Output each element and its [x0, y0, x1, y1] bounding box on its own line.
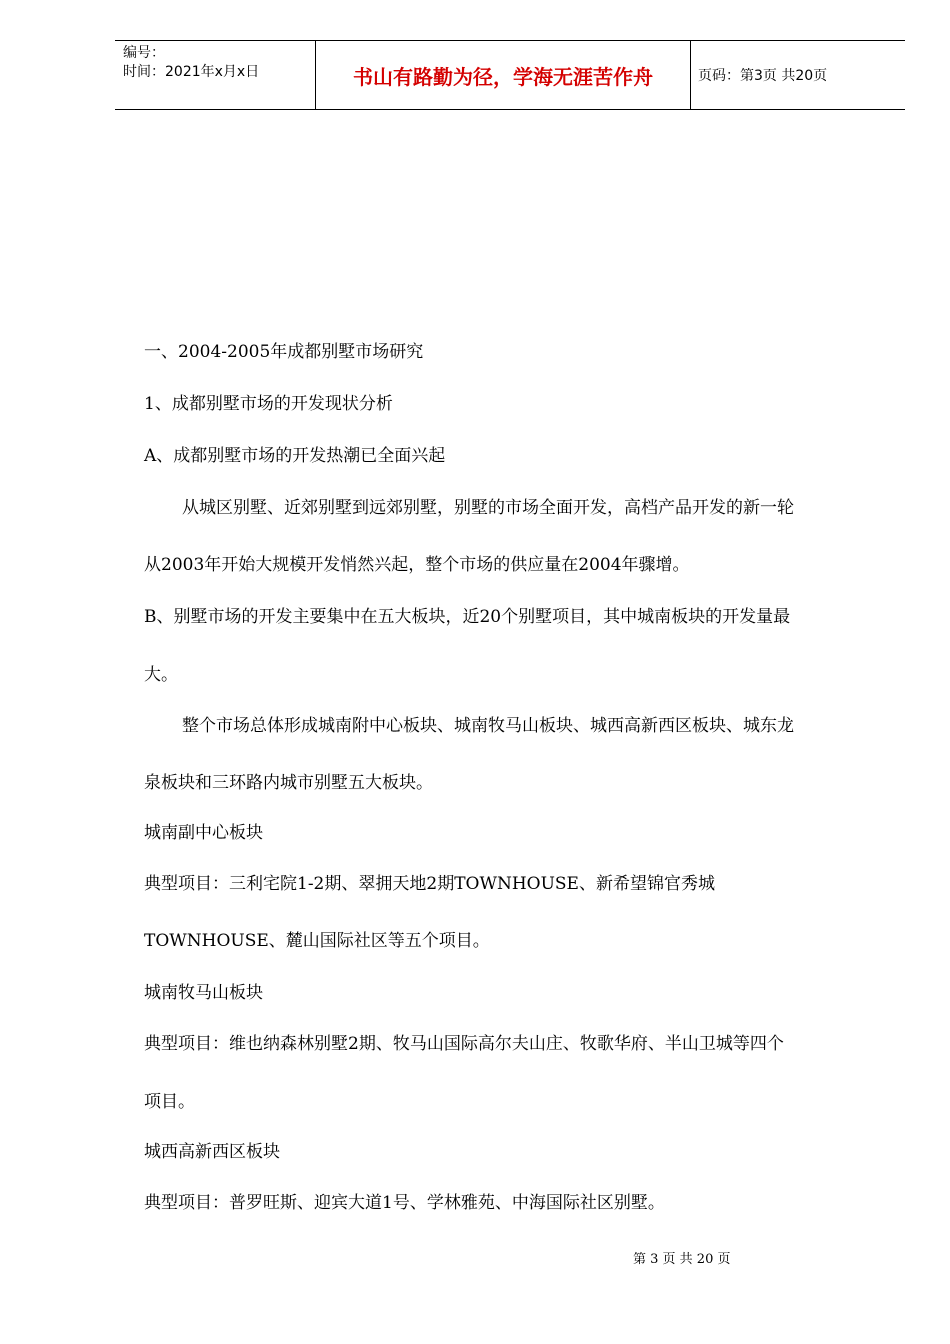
paragraph-2-line-2: 泉板块和三环路内城市别墅五大板块。	[144, 773, 433, 793]
header-meta-cell	[115, 41, 315, 109]
header-page-info: 页码：第3页 共20页	[698, 68, 828, 84]
block-1-title: 城南副中心板块	[144, 823, 263, 843]
point-b-line-2: 大。	[144, 665, 178, 685]
block-2-projects-line-1: 典型项目：维也纳森林别墅2期、牧马山国际高尔夫山庄、牧歌华府、半山卫城等四个	[144, 1034, 784, 1054]
page-header	[115, 40, 905, 110]
block-3-title: 城西高新西区板块	[144, 1142, 280, 1162]
header-motto-cell	[315, 41, 691, 109]
block-1-projects-line-1: 典型项目：三利宅院1-2期、翠拥天地2期TOWNHOUSE、新希望锦官秀城	[144, 874, 715, 894]
paragraph-1-line-2: 从2003年开始大规模开发悄然兴起，整个市场的供应量在2004年骤增。	[144, 555, 690, 575]
section-title: 一、2004-2005年成都别墅市场研究	[144, 342, 424, 362]
subsection-title: 1、成都别墅市场的开发现状分析	[144, 394, 393, 414]
header-page-cell	[690, 41, 905, 109]
block-2-projects-line-2: 项目。	[144, 1092, 195, 1112]
block-3-projects: 典型项目：普罗旺斯、迎宾大道1号、学林雅苑、中海国际社区别墅。	[144, 1193, 665, 1213]
point-a-heading: A、成都别墅市场的开发热潮已全面兴起	[144, 446, 446, 466]
header-motto: 书山有路勤为径，学海无涯苦作舟	[353, 64, 653, 89]
point-b-line-1: B、别墅市场的开发主要集中在五大板块，近20个别墅项目，其中城南板块的开发量最	[144, 607, 791, 627]
document-number-label: 编号：	[123, 45, 165, 61]
block-1-projects-line-2: TOWNHOUSE、麓山国际社区等五个项目。	[144, 931, 490, 951]
document-time-label: 时间：2021年x月x日	[123, 64, 260, 80]
paragraph-2-line-1: 整个市场总体形成城南附中心板块、城南牧马山板块、城西高新西区板块、城东龙	[182, 716, 794, 736]
block-2-title: 城南牧马山板块	[144, 983, 263, 1003]
paragraph-1-line-1: 从城区别墅、近郊别墅到远郊别墅，别墅的市场全面开发，高档产品开发的新一轮	[182, 498, 794, 518]
page-footer-number: 第 3 页 共 20 页	[633, 1252, 731, 1267]
